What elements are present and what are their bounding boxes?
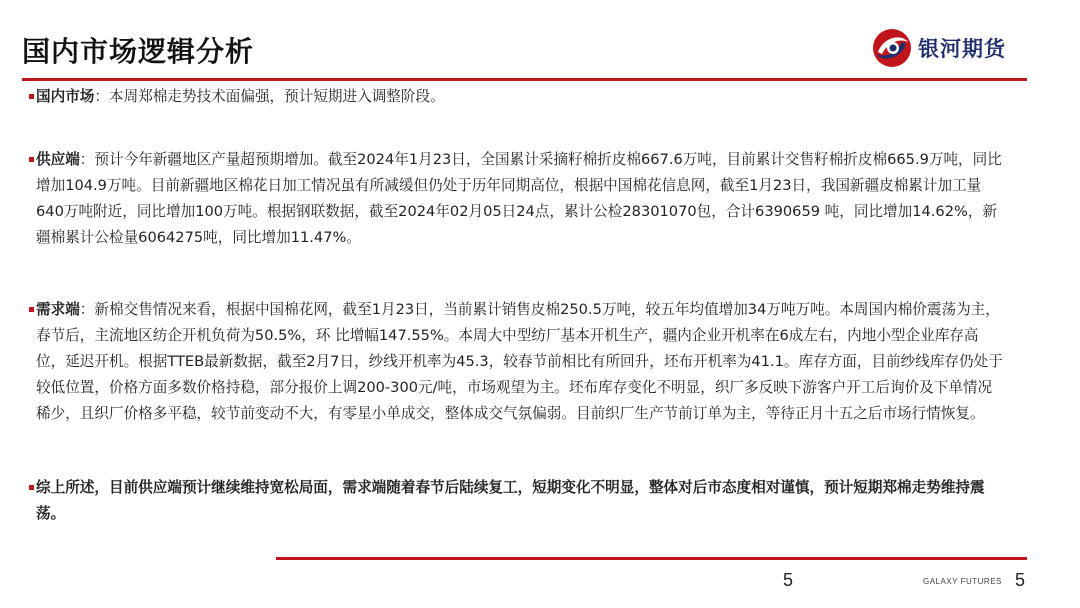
section-text: 新棉交售情况来看，根据中国棉花网，截至1月23日，当前累计销售皮棉250.5万吨，较五年均值增加34万吨万吨。本周国内棉价震荡为主，春节后，主流地区纺企开机负荷为50.5%，环 比增幅147.55%。本周大中型纺厂基本开机生产，疆内企业开机率在6成左右，内地小型企业库存高位，延迟开机。根据TTEB最新数据，截至2月7日，纱线开机率为45.3，较春节前相比有所回升，坯布开机率为41.1。库存方面，目前纱线库存仍处于较低位置，价格方面多数价格持稳，部分报价上调200-300元/吨，市场观望为主。坯布库存变化不明显，织厂多反映下游客户开工后询价及下单情况稀少，且织厂价格多平稳，较节前变动不大，有零星小单成交，整体成交气氛偏弱。目前织厂生产节前订单为主，等待正月十五之后市场行情恢复。: [36, 301, 1003, 422]
section-text: 预计今年新疆地区产量超预期增加。截至2024年1月23日，全国累计采摘籽棉折皮棉667.6万吨，目前累计交售籽棉折皮棉665.9万吨，同比增加104.9万吨。目前新疆地区棉花日加工情况虽有所减缓但仍处于历年同期高位，根据中国棉花信息网，截至1月23日，我国新疆皮棉累计加工量640万吨附近，同比增加100万吨。根据钢联数据，截至2024年02月05日24点，累计公检28301070包，合计6390659 吨，同比增加14.62%，新疆棉累计公检量6064275吨，同比增加11.47%。: [36, 151, 1002, 246]
section-domestic-market: [36, 84, 1006, 110]
header-divider: [22, 78, 1027, 81]
section-label: 国内市场: [36, 88, 95, 105]
label-separator: ：: [94, 88, 109, 105]
galaxy-futures-logo: [872, 28, 1006, 68]
section-text: 本周郑棉走势技术面偏强，预计短期进入调整阶段。: [109, 88, 445, 105]
section-demand: [36, 297, 1006, 427]
section-label: 供应端: [36, 151, 80, 168]
page-number-right: 5: [1015, 570, 1026, 590]
footer-divider: [276, 557, 1027, 560]
section-label: 需求端: [36, 301, 80, 318]
label-separator: ：: [79, 151, 95, 168]
page-title: 国内市场逻辑分析: [22, 35, 255, 68]
page-number: 5: [783, 570, 794, 590]
summary-paragraph: 综上所述，目前供应端预计继续维持宽松局面，需求端随着春节后陆续复工，短期变化不明显，整体对后市态度相对谨慎，预计短期郑棉走势维持震荡。: [36, 475, 1006, 527]
label-separator: ：: [79, 301, 95, 318]
logo-text: 银河期货: [918, 37, 1006, 61]
galaxy-logo-icon: [872, 28, 912, 68]
section-supply: [36, 147, 1006, 251]
footer-brand: GALAXY FUTURES: [923, 577, 1002, 586]
